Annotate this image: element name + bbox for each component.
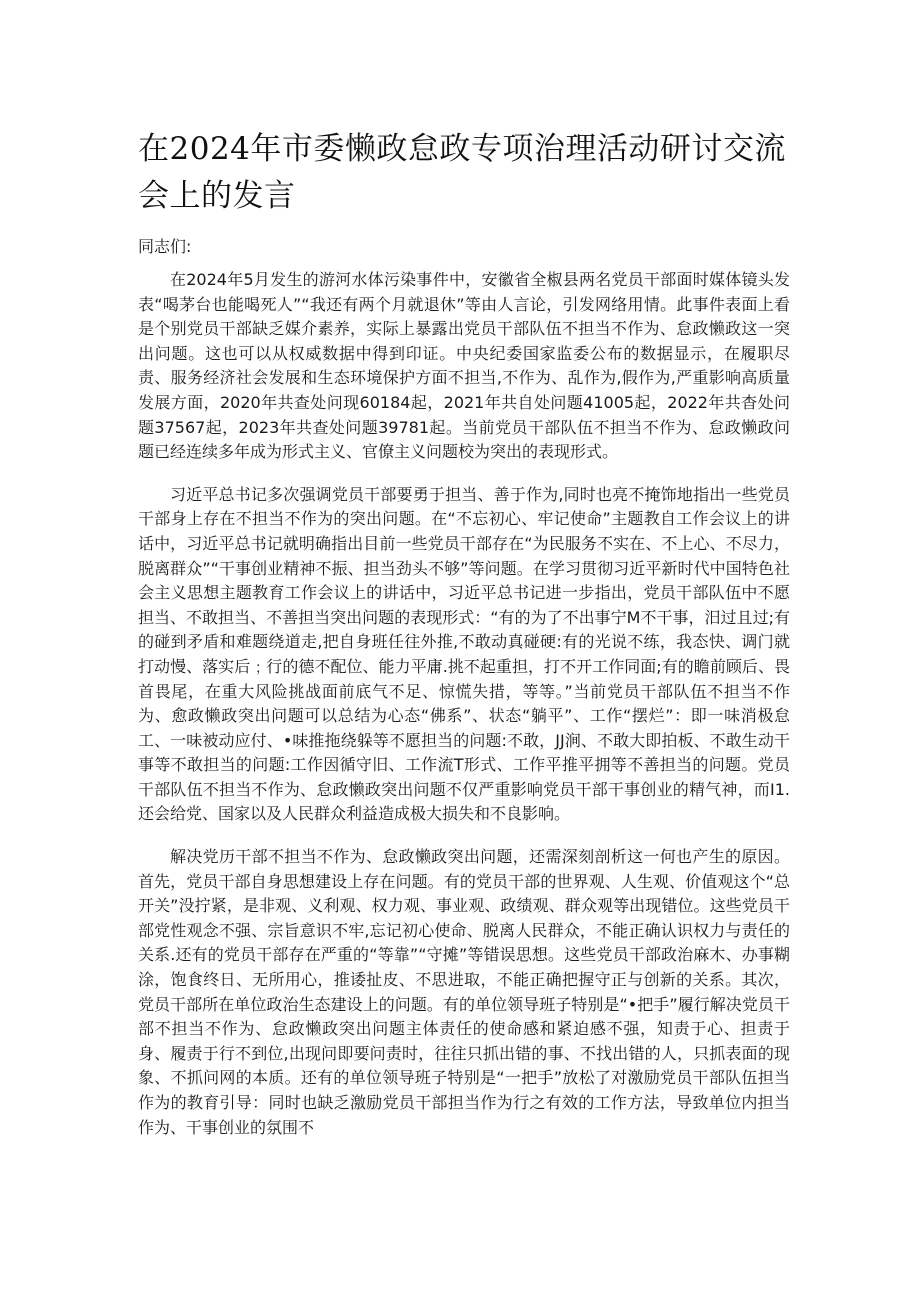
paragraph-1: 在2024年5月发生的游河水体污染事件中，安徽省全椒县两名党员干部面时媒体镜头发表“喝茅台也能喝死人”“我还有两个月就退休”等由人言论，引发网络用情。此事件表面上看是个别党员干部缺乏媒介素养，实际上暴露出党员干部队伍不担当不作为、怠政懒政这一突出问题。这也可以从权威数据中得到印证。中央纪委国家监委公布的数据显示，在履职尽责、服务经济社会发展和生态环境保护方面不担当,不作为、乱作为,假作为,严重影响高质量发展方面，2020年共查处问现60184起，2021年共自处问题41005起，2022年共杳处问题37567起，2023年共查处问题39781起。当前党员干部队伍不担当不作为、怠政懒政问题已经连续多年成为形式主义、官僚主义问题校为突出的表现形式。 xyxy=(138,270,790,462)
salutation: 同志们: xyxy=(138,237,192,256)
paragraph-3: 解决党历干部不担当不作为、怠政懒政突出问题，还需深刻剖析这一何也产生的原因。首先，党员干部自身思想建设上存在问题。有的党员干部的世界观、人生观、价值观这个“总开关”没拧紧，是非观、义利观、权力观、事业观、政绩观、群众观等出现错位。这些党员干部党性观念不强、宗旨意识不牢,忘记初心使命、脱离人民群众，不能正确认识权力与责任的关系.还有的党员干部存在严重的“等靠”“守摊”等错误思想。这些党员干部政治麻木、办事糊涂，饱食终日、无所用心，推诿扯皮、不思进取，不能正确把握守正与创新的关系。其次，党员干部所在单位政治生态建设上的问题。有的单位领导班子特别是“•把手”履行解决党员干部不担当不作为、怠政懒政突出问题主体责任的使命感和紧迫感不强，知责于心、担责于身、履责于行不到位,出现问即要问责时，往往只抓出错的事、不找出错的人，只抓表面的现象、不抓问网的本质。还有的单位领导班子特别是“一把手”放松了对激励党员干部队伍担当作为的教育引导：同时也缺乏激励党员干部担当作为行之有效的工作方法，导致单位内担当作为、干事创业的氛围不 xyxy=(138,847,790,1137)
document-body xyxy=(138,268,790,1158)
paragraph-2: 习近平总书记多次强调党员干部要勇于担当、善于作为,同时也亮不掩饰地指出一些党员干部身上存在不担当不作为的突出问题。在“不忘初心、牢记使命”主题教自工作会议上的讲话中，习近平总书记就明确指出目前一些党员干部存在“为民服务不实在、不上心、不尽力，脱离群众”“干事创业精神不振、担当劲头不够”等问题。在学习贯彻习近平新时代中国特色社会主义思想主题教育工作会议上的讲话中，习近平总书记进一步指出，党员干部队伍中不愿担当、不敢担当、不善担当突出问题的表现形式：“有的为了不出事宁M不干事，汨过且过;有的碰到矛盾和难题绕道走,把自身班任往外推,不敢动真碰硬:有的光说不练，我态快、调门就打动慢、落实后﹔行的德不配位、能力平庸.挑不起重担，打不开工作同面;有的瞻前顾后、畏首畏尾，在重大风险挑战面前底气不足、惊慌失措，等等。”当前党员干部队伍不担当不作为、愈政懒政突出问题可以总结为心态“佛系”、状态“躺平”、工作“摆烂”：即一味消极怠工、一味被动应付、•味推拖绕躲等不愿担当的问题:不敢，JJ涧、不敢大即拍板、不敢生动干事等不敢担当的问题:工作因循守旧、工作流T形式、工作平推平拥等不善担当的问题。党员干部队伍不担当不作为、怠政懒政突出问题不仅严重影响党员干部干事创业的精气神，而I1.还会给党、国家以及人民群众利益造成极大损失和不良影响。 xyxy=(138,484,790,824)
document-title: 在2024年市委懒政怠政专项治理活动研讨交流会上的发言 xyxy=(138,131,786,214)
